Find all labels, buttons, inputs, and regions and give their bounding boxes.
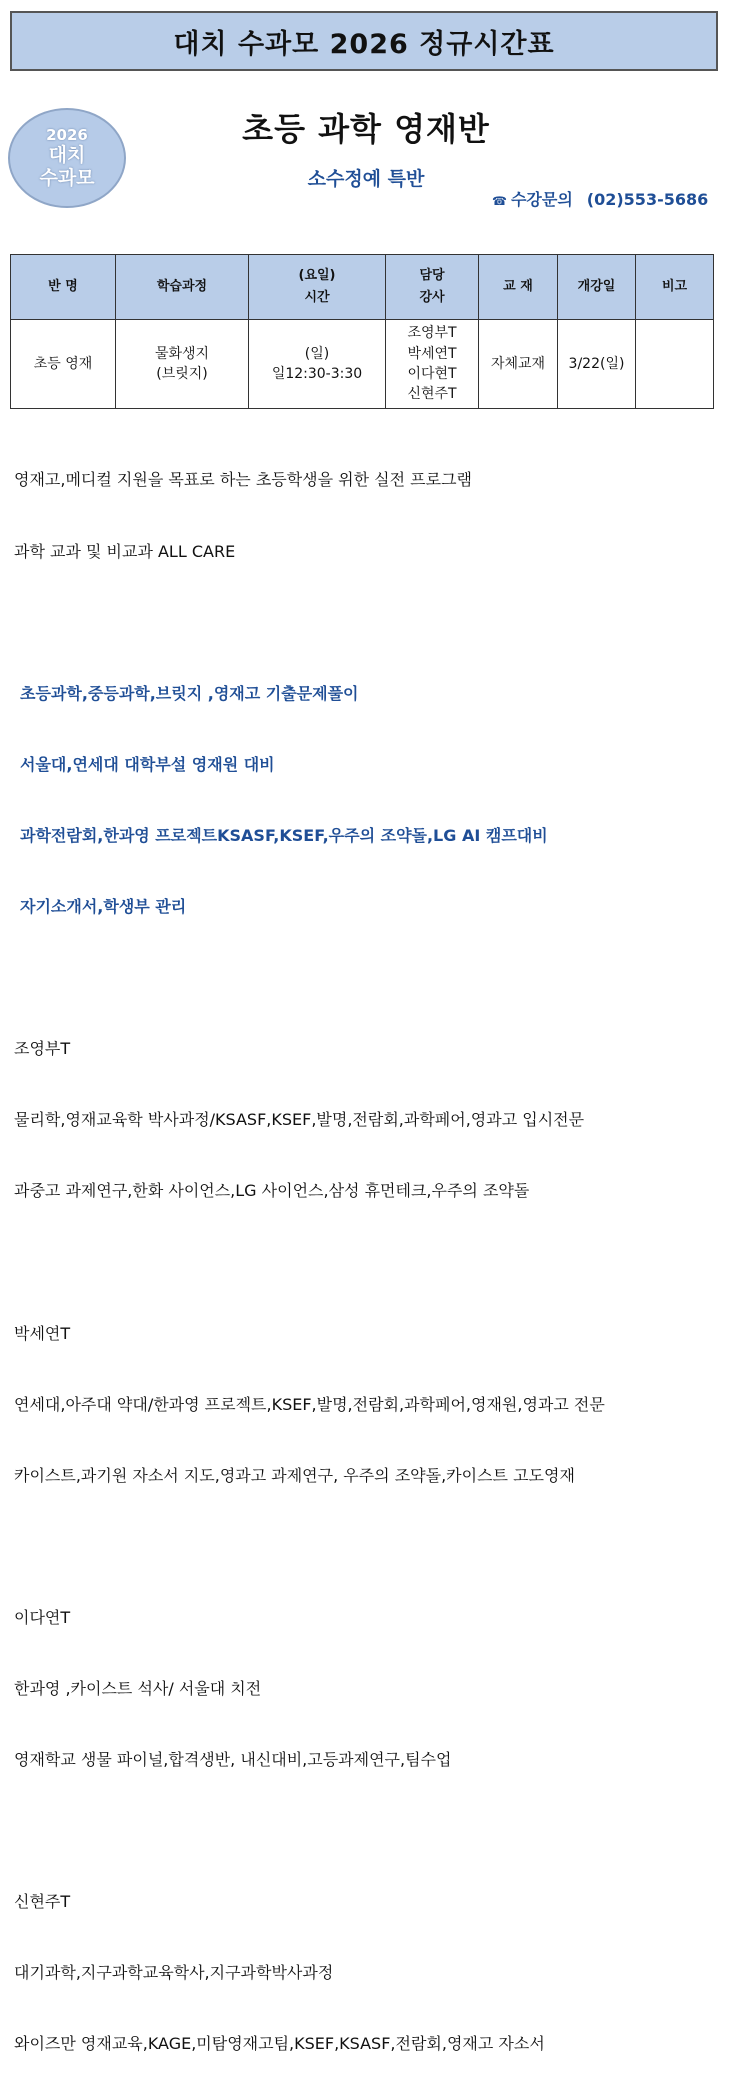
col-header-note: 비고	[636, 255, 714, 320]
teacher-detail: 한과영 ,카이스트 석사/ 서울대 치전	[14, 1679, 262, 1698]
teacher-detail: 물리학,영재교육학 박사과정/KSASF,KSEF,발명,전람회,과학페어,영과고 입시전문	[14, 1110, 585, 1130]
cell-note	[636, 320, 714, 409]
banner-title: 대치 수과모 2026 정규시간표	[173, 28, 555, 60]
phone-icon: ☎	[492, 194, 507, 208]
page-subtitle: 소수정예 특반	[307, 168, 425, 190]
teacher-name: 신현주T	[14, 1892, 71, 1912]
highlight-line: 초등과학,중등과학,브릿지 ,영재고 기출문제풀이	[20, 683, 359, 703]
col-header-time: (요일) 시간	[249, 255, 386, 320]
page-title: 초등 과학 영재반	[242, 110, 490, 148]
teacher-detail: 영재학교 생물 파이널,합격생반, 내신대비,고등과제연구,팀수업	[14, 1750, 452, 1770]
teacher-name: 이다연T	[14, 1607, 71, 1627]
cell-class-name: 초등 영재	[11, 320, 116, 409]
contact-info	[492, 187, 708, 210]
cell-course: 물화생지 (브릿지)	[116, 320, 249, 409]
intro-line: 과학 교과 및 비교과 ALL CARE	[14, 541, 236, 561]
contact-phone: (02)553-5686	[586, 190, 709, 209]
teacher-name: 조영부T	[14, 1039, 71, 1059]
intro-line: 영재고,메디컬 지원을 목표로 하는 초등학생을 위한 실전 프로그램	[14, 470, 473, 490]
col-header-start: 개강일	[558, 255, 636, 320]
cell-time: (일) 일12:30-3:30	[249, 320, 386, 409]
teacher-detail: 대기과학,지구과학교육학사,지구과학박사과정	[14, 1963, 334, 1983]
col-header-course: 학습과정	[116, 255, 249, 320]
teacher-detail: 과중고 과제연구,한화 사이언스,LG 사이언스,삼성 휴먼테크,우주의 조약돌	[14, 1181, 530, 1201]
col-header-class: 반 명	[11, 255, 116, 320]
highlight-line: 자기소개서,학생부 관리	[20, 896, 187, 916]
highlight-line: 과학전람회,한과영 프로젝트KSASF,KSEF,우주의 조약돌,LG AI 캠프대비	[20, 825, 548, 845]
badge-line2: 수과모	[39, 167, 95, 189]
col-header-textbook: 교 재	[479, 255, 558, 320]
cell-teachers: 조영부T 박세연T 이다현T 신현주T	[386, 320, 479, 409]
description	[14, 421, 605, 2080]
cell-textbook: 자체교재	[479, 320, 558, 409]
schedule-table	[10, 254, 714, 409]
teacher-detail: 연세대,아주대 약대/한과영 프로젝트,KSEF,발명,전람회,과학페어,영재원,영과고 전문	[14, 1394, 605, 1414]
table-header-row	[11, 255, 714, 320]
contact-label: 수강문의	[510, 190, 573, 209]
teacher-detail: 카이스트,과기원 자소서 지도,영과고 과제연구, 우주의 조약돌,카이스트 고도영재	[14, 1465, 575, 1485]
col-header-teacher: 담당 강사	[386, 255, 479, 320]
badge-year: 2026	[46, 126, 88, 145]
cell-start-date: 3/22(일)	[558, 320, 636, 409]
highlight-line: 서울대,연세대 대학부설 영재원 대비	[20, 754, 275, 774]
table-row	[11, 320, 714, 409]
teacher-name: 박세연T	[14, 1323, 71, 1343]
teacher-detail: 와이즈만 영재교육,KAGE,미탐영재고팀,KSEF,KSASF,전람회,영재고 자소서	[14, 2034, 545, 2054]
badge-line1: 대치	[48, 144, 86, 167]
header-banner	[10, 11, 718, 71]
